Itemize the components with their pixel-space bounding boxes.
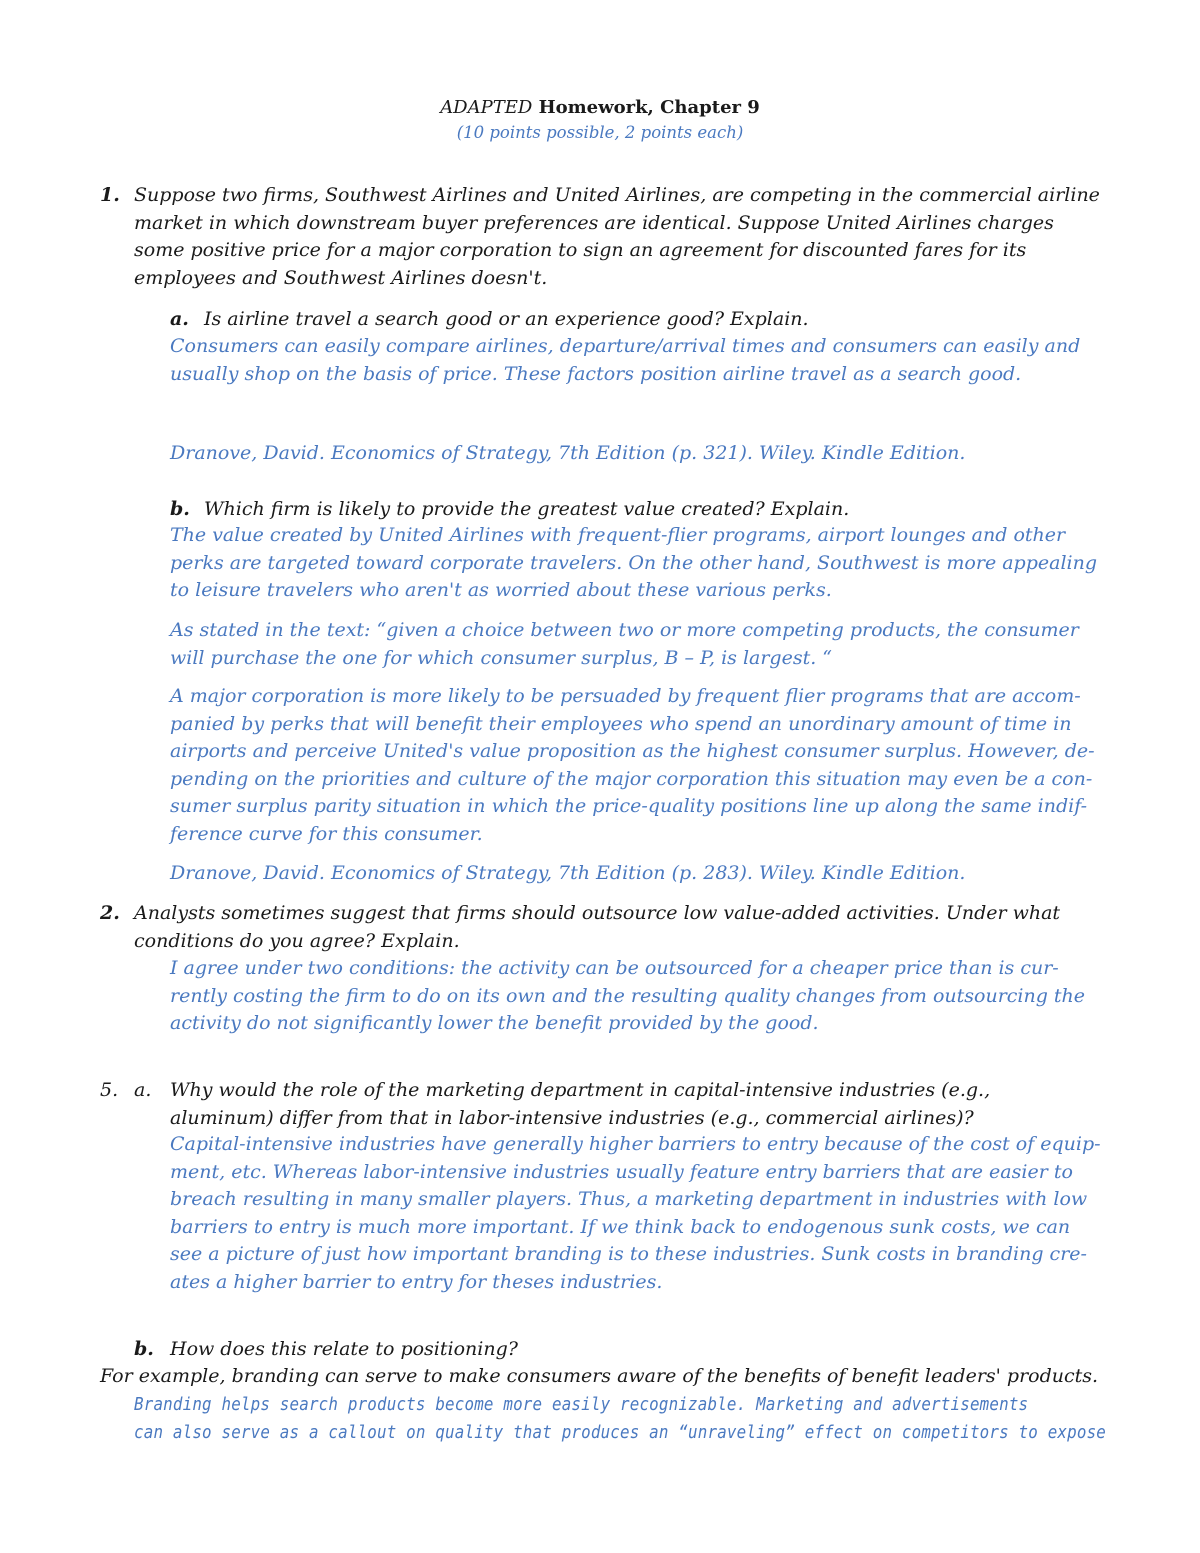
q5-number: 5. [100,1079,119,1101]
answer-line: ates a higher barrier to entry for theses industries. [170,1270,663,1293]
q5a-line: Why would the role of the marketing department in capital-intensive industries (e.g., [170,1079,991,1101]
answer-line: breach resulting in many smaller players. Thus, a marketing department in industries with low [170,1188,1088,1210]
answer-line: ference curve for this consumer. [170,822,483,845]
answer-line: perks are targeted toward corporate travelers. On the other hand, Southwest is more appealing [170,551,1098,574]
q1b-question [204,496,849,524]
q1b-label: b. [170,498,190,520]
answer-line: usually shop on the basis of price. These factors position airline travel as a search good. [170,362,1022,385]
q1b-citation [170,860,965,888]
answer-line: Capital-intensive industries have generally higher barriers to entry because of the cost of equip- [170,1133,1101,1155]
q1-line: market in which downstream buyer preferences are identical. Suppose United Airlines charges [134,211,1054,234]
answer-line: activity do not significantly lower the benefit provided by the good. [170,1012,819,1034]
q1a-question [204,306,809,334]
citation-text: Dranove, David. Economics of Strategy, 7th Edition (p. 321). Wiley. Kindle Edition. [170,442,966,464]
answer-line: rently costing the firm to do on its own and the resulting quality changes from outsourcing the [170,984,1086,1007]
title-adapted: ADAPTED [440,97,533,118]
answer-line: As stated in the text: “given a choice between two or more competing products, the consumer [170,619,1079,641]
answer-line: Branding helps search products become more easily recognizable. Marketing and advertisements [134,1394,1029,1415]
q1-line: some positive price for a major corporation to sign an agreement for discounted fares for its [134,239,1027,261]
q1-line: employees and Southwest Airlines doesn't. [134,266,548,289]
citation-text: Dranove, David. Economics of Strategy, 7th Edition (p. 283). Wiley. Kindle Edition. [170,862,966,884]
q2-line: Analysts sometimes suggest that firms should outsource low value-added activities. Under what [134,902,1061,924]
answer-line: sumer surplus parity situation in which the price-quality positions line up along the same indif- [170,795,1088,817]
q5b-answer [134,1391,1200,1446]
q5a-question [170,1077,990,1132]
q1a-question-text: Is airline travel a search good or an experience good? Explain. [204,308,809,330]
q5b-example-text: For example, branding can serve to make consumers aware of the benefits of benefit leaders' products. [100,1365,1099,1387]
q5b-question-text: How does this relate to positioning? [170,1338,518,1360]
document-title [0,96,1200,120]
q1b-answer-3 [170,683,1095,848]
q2-number: 2. [100,902,120,924]
answer-line: to leisure travelers who aren't as worried about these various perks. [170,579,832,601]
q1-text [134,182,1100,292]
q5b-example [100,1363,1098,1391]
answer-line: I agree under two conditions: the activity can be outsourced for a cheaper price than is cur- [170,957,1059,979]
q5b-question [170,1336,518,1364]
answer-line: will purchase the one for which consumer surplus, B – P, is largest. “ [170,646,833,669]
answer-line: barriers to entry is much more important. If we think back to endogenous sunk costs, we can [170,1215,1071,1238]
q1b-answer-2 [170,617,1079,672]
answer-line: can also serve as a callout on quality that produces an “unraveling” effect on competitors to expose [134,1421,1107,1443]
q5a-label: a. [134,1079,152,1101]
q1a-citation [170,440,965,468]
q1a-label: a. [170,308,189,330]
title-rest: Homework, Chapter 9 [538,97,760,118]
q5a-answer [170,1131,1101,1296]
answer-line: A major corporation is more likely to be persuaded by frequent flier programs that are accom- [170,685,1081,707]
q1a-answer [170,333,1080,388]
answer-line: see a picture of just how important branding is to these industries. Sunk costs in branding cre- [170,1243,1087,1265]
q1-line: Suppose two firms, Southwest Airlines and United Airlines, are competing in the commercial airline [134,184,1100,206]
answer-line: ment, etc. Whereas labor-intensive industries usually feature entry barriers that are easier to [170,1160,1073,1183]
answer-line: pending on the priorities and culture of the major corporation this situation may even be a con- [170,767,1093,790]
q2-text [134,900,1060,955]
answer-line: panied by perks that will benefit their employees who spend an unordinary amount of time in [170,712,1072,735]
document-subtitle: (10 points possible, 2 points each) [456,123,744,142]
q5a-line: aluminum) differ from that in labor-intensive industries (e.g., commercial airlines)? [170,1106,974,1129]
answer-line: airports and perceive United's value proposition as the highest consumer surplus. However, de- [170,740,1095,762]
q5b-label: b. [134,1338,154,1360]
q2-line: conditions do you agree? Explain. [134,929,460,952]
q2-answer [170,955,1085,1038]
answer-line: Consumers can easily compare airlines, departure/arrival times and consumers can easily and [170,335,1081,357]
q1b-question-text: Which firm is likely to provide the greatest value created? Explain. [204,498,850,520]
q1b-answer-1 [170,522,1097,605]
q1-number: 1. [100,184,120,206]
answer-line: The value created by United Airlines with frequent-flier programs, airport lounges and other [170,524,1066,546]
